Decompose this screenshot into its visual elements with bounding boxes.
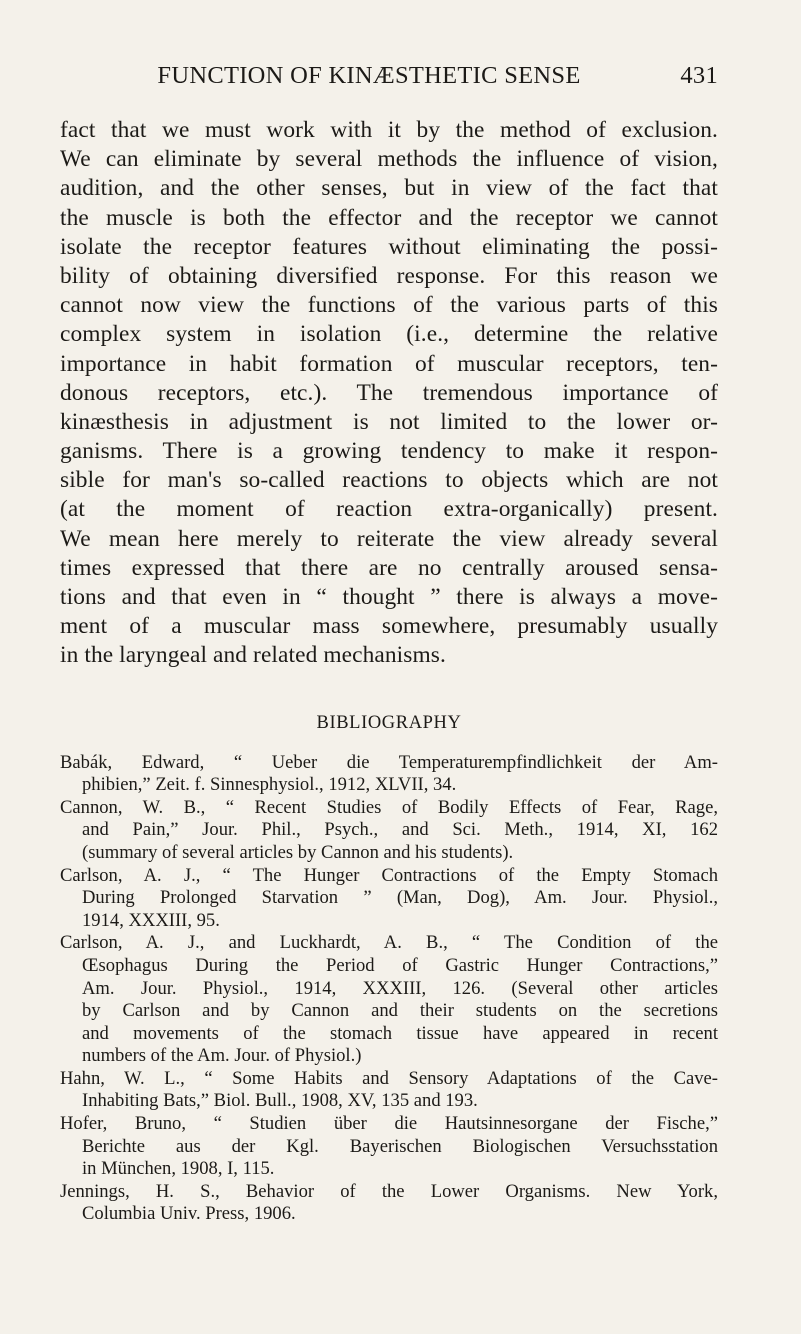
body-line: audition, and the other senses, but in view of the fact that — [60, 175, 718, 202]
body-line: fact that we must work with it by the method of exclusion. — [60, 117, 718, 143]
entry-line: Berichte aus der Kgl. Bayerischen Biologischen Versuchsstation — [82, 1135, 718, 1157]
bibliography-entry — [60, 797, 718, 865]
body-line: isolate the receptor features without eliminating the possi- — [60, 233, 718, 260]
entry-line: Am. Jour. Physiol., 1914, XXXIII, 126. (Several other articles — [82, 977, 718, 999]
bibliography-entry — [60, 1113, 718, 1181]
entry-line: numbers of the Am. Jour. of Physiol.) — [82, 1045, 362, 1067]
body-line: ment of a muscular mass somewhere, presumably usually — [60, 613, 718, 640]
entry-line: phibien,” Zeit. f. Sinnesphysiol., 1912, XLVII, 34. — [82, 774, 457, 796]
body-line: bility of obtaining diversified response. For this reason we — [60, 262, 718, 289]
page-number: 431 — [680, 62, 718, 89]
body-line: We mean here merely to reiterate the view already several — [60, 525, 718, 552]
body-line: cannot now view the functions of the various parts of this — [60, 292, 718, 319]
entry-line: Hofer, Bruno, “ Studien über die Hautsinnesorgane der Fische,” — [60, 1113, 718, 1135]
entry-line: Jennings, H. S., Behavior of the Lower Organisms. New York, — [60, 1180, 718, 1202]
body-paragraph — [60, 116, 718, 671]
book-page — [60, 62, 718, 1226]
running-head-title: FUNCTION OF KINÆSTHETIC SENSE — [157, 62, 581, 89]
body-line: in the laryngeal and related mechanisms. — [60, 642, 446, 669]
body-line: We can eliminate by several methods the influence of vision, — [60, 146, 718, 173]
entry-line: Babák, Edward, “ Ueber die Temperaturempfindlichkeit der Am- — [60, 751, 718, 773]
body-line: importance in habit formation of muscular receptors, ten- — [60, 350, 718, 377]
entry-line: Carlson, A. J., “ The Hunger Contractions of the Empty Stomach — [60, 864, 718, 886]
entry-line: Inhabiting Bats,” Biol. Bull., 1908, XV, 135 and 193. — [82, 1090, 478, 1112]
body-line: complex system in isolation (i.e., determine the relative — [60, 321, 718, 348]
entry-line: Hahn, W. L., “ Some Habits and Sensory Adaptations of the Cave- — [60, 1067, 718, 1089]
entry-line: Carlson, A. J., and Luckhardt, A. B., “ The Condition of the — [60, 932, 718, 954]
entry-line: (summary of several articles by Cannon and his students). — [82, 841, 514, 863]
entry-line: Œsophagus During the Period of Gastric Hunger Contractions,” — [82, 954, 718, 976]
body-line: kinæsthesis in adjustment is not limited to the lower or- — [60, 408, 718, 435]
bibliography-entry — [60, 932, 718, 1068]
body-line: (at the moment of reaction extra-organically) present. — [60, 496, 718, 523]
entry-line: During Prolonged Starvation ” (Man, Dog), Am. Jour. Physiol., — [82, 887, 718, 909]
entry-line: and movements of the stomach tissue have appeared in recent — [82, 1022, 718, 1044]
bibliography-entry — [60, 1181, 718, 1226]
bibliography-list — [60, 752, 718, 1226]
body-line: the muscle is both the effector and the receptor we cannot — [60, 204, 718, 231]
bibliography-entry — [60, 752, 718, 797]
entry-line: by Carlson and by Cannon and their students on the secretions — [82, 1000, 718, 1022]
entry-line: in München, 1908, I, 115. — [82, 1158, 275, 1180]
entry-line: 1914, XXXIII, 95. — [82, 909, 220, 931]
bibliography-entry — [60, 1068, 718, 1113]
bibliography-heading: BIBLIOGRAPHY — [316, 712, 462, 733]
body-line: donous receptors, etc.). The tremendous importance of — [60, 379, 718, 406]
entry-line: Columbia Univ. Press, 1906. — [82, 1203, 296, 1225]
body-line: sible for man's so-called reactions to objects which are not — [60, 467, 718, 494]
bibliography-entry — [60, 865, 718, 933]
running-head — [60, 62, 718, 92]
entry-line: Cannon, W. B., “ Recent Studies of Bodily Effects of Fear, Rage, — [60, 796, 718, 818]
body-line: ganisms. There is a growing tendency to make it respon- — [60, 438, 718, 465]
body-line: times expressed that there are no centrally aroused sensa- — [60, 554, 718, 581]
entry-line: and Pain,” Jour. Phil., Psych., and Sci. Meth., 1914, XI, 162 — [82, 819, 718, 841]
body-line: tions and that even in “ thought ” there is always a move- — [60, 584, 718, 610]
